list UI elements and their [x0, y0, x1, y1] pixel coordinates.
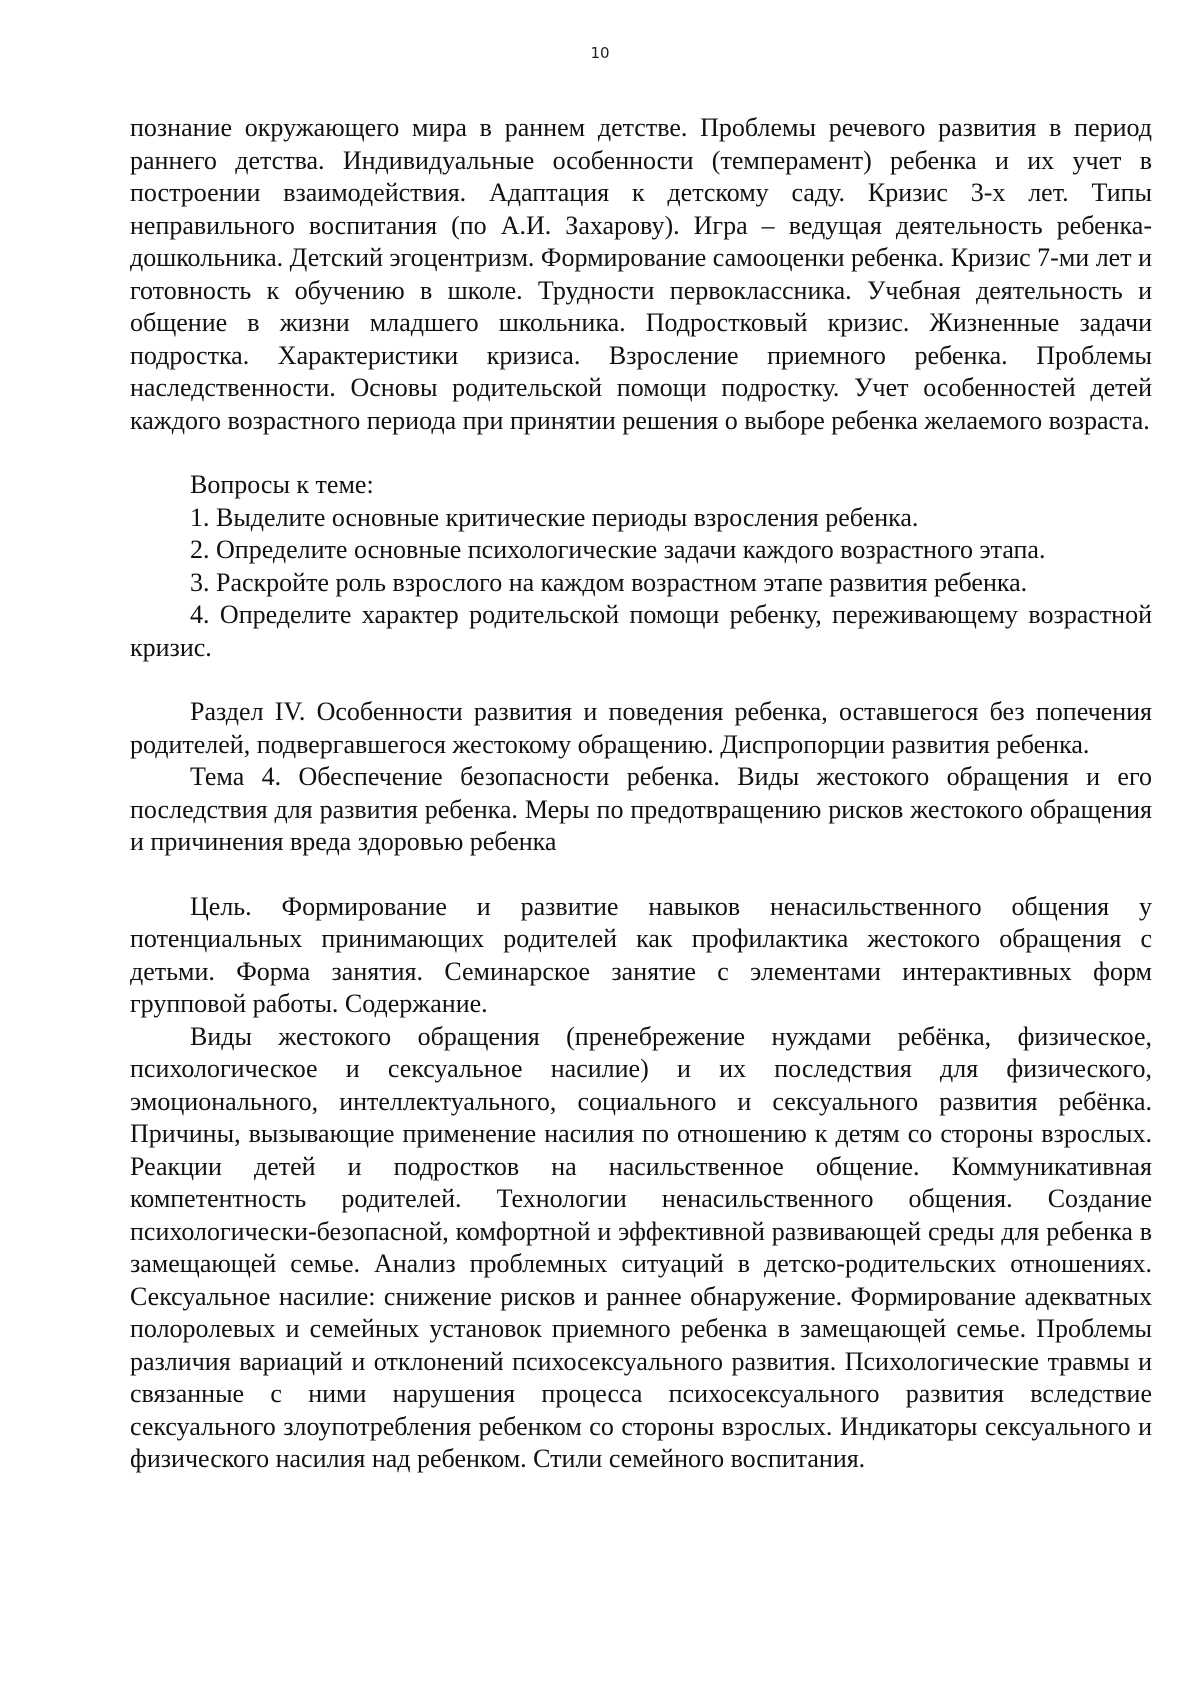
goal-paragraph: Цель. Формирование и развитие навыков ненасильственного общения у потенциальных принимающих родителей как профилактика жестокого обращения с детьми. Форма занятия. Семинарское занятие с элементами интерактивных форм групповой работы. Содержание.	[130, 891, 1152, 1018]
paragraph-continuation: познание окружающего мира в раннем детстве. Проблемы речевого развития в период раннего детства. Индивидуальные особенности (темперамент) ребенка и их учет в построении взаимодействия. Адаптация к детскому саду. Кризис 3-х лет. Типы неправильного воспитания (по А.И. Захарову). Игра – ведущая деятельность ребенка- дошкольника. Детский эгоцентризм. Формирование самооценки ребенка. Кризис 7-ми лет и готовность к обучению в школе. Трудности первоклассника. Учебная деятельность и общение в жизни младшего школьника. Подростковый кризис. Жизненные задачи подростка. Характеристики кризиса. Взросление приемного ребенка. Проблемы наследственности. Основы родительской помощи подростку. Учет особенностей детей каждого возрастного периода при принятии решения о выборе ребенка желаемого возраста.	[130, 113, 1152, 435]
question-2: 2. Определите основные психологические задачи каждого возрастного этапа.	[190, 535, 1046, 564]
topic-heading: Тема 4. Обеспечение безопасности ребенка. Виды жестокого обращения и его последствия для развития ребенка. Меры по предотвращению рисков жестокого обращения и причинения вреда здоровью ребенка	[130, 762, 1152, 856]
section-heading: Раздел IV. Особенности развития и поведения ребенка, оставшегося без попечения родителей, подвергавшегося жестокому обращению. Диспропорции развития ребенка.	[130, 697, 1152, 759]
spacer	[130, 859, 1152, 891]
spacer	[130, 664, 1152, 696]
document-body	[130, 112, 1152, 1476]
question-4: 4. Определите характер родительской помощи ребенку, переживающему возрастной кризис.	[130, 600, 1152, 662]
spacer	[130, 437, 1152, 469]
question-1: 1. Выделите основные критические периоды взросления ребенка.	[190, 502, 919, 532]
question-3: 3. Раскройте роль взрослого на каждом возрастном этапе развития ребенка.	[190, 567, 1028, 597]
content-paragraph: Виды жестокого обращения (пренебрежение нуждами ребёнка, физическое, психологическое и сексуальное насилие) и их последствия для физического, эмоционального, интеллектуального, социального и сексуального развития ребёнка. Причины, вызывающие применение насилия по отношению к детям со стороны взрослых. Реакции детей и подростков на насильственное общение. Коммуникативная компетентность родителей. Технологии ненасильственного общения. Создание психологически-безопасной, комфортной и эффективной развивающей среды для ребенка в замещающей семье. Анализ проблемных ситуаций в детско-родительских отношениях. Сексуальное насилие: снижение рисков и раннее обнаружение. Формирование адекватных полоролевых и семейных установок приемного ребенка в замещающей семье. Проблемы различия вариаций и отклонений психосексуального развития. Психологические травмы и связанные с ними нарушения процесса психосексуального развития вследствие сексуального злоупотребления ребенком со стороны взрослых. Индикаторы сексуального и физического насилия над ребенком. Стили семейного воспитания.	[130, 1021, 1152, 1473]
questions-heading: Вопросы к теме:	[190, 470, 374, 499]
page-number: 10	[590, 44, 610, 62]
